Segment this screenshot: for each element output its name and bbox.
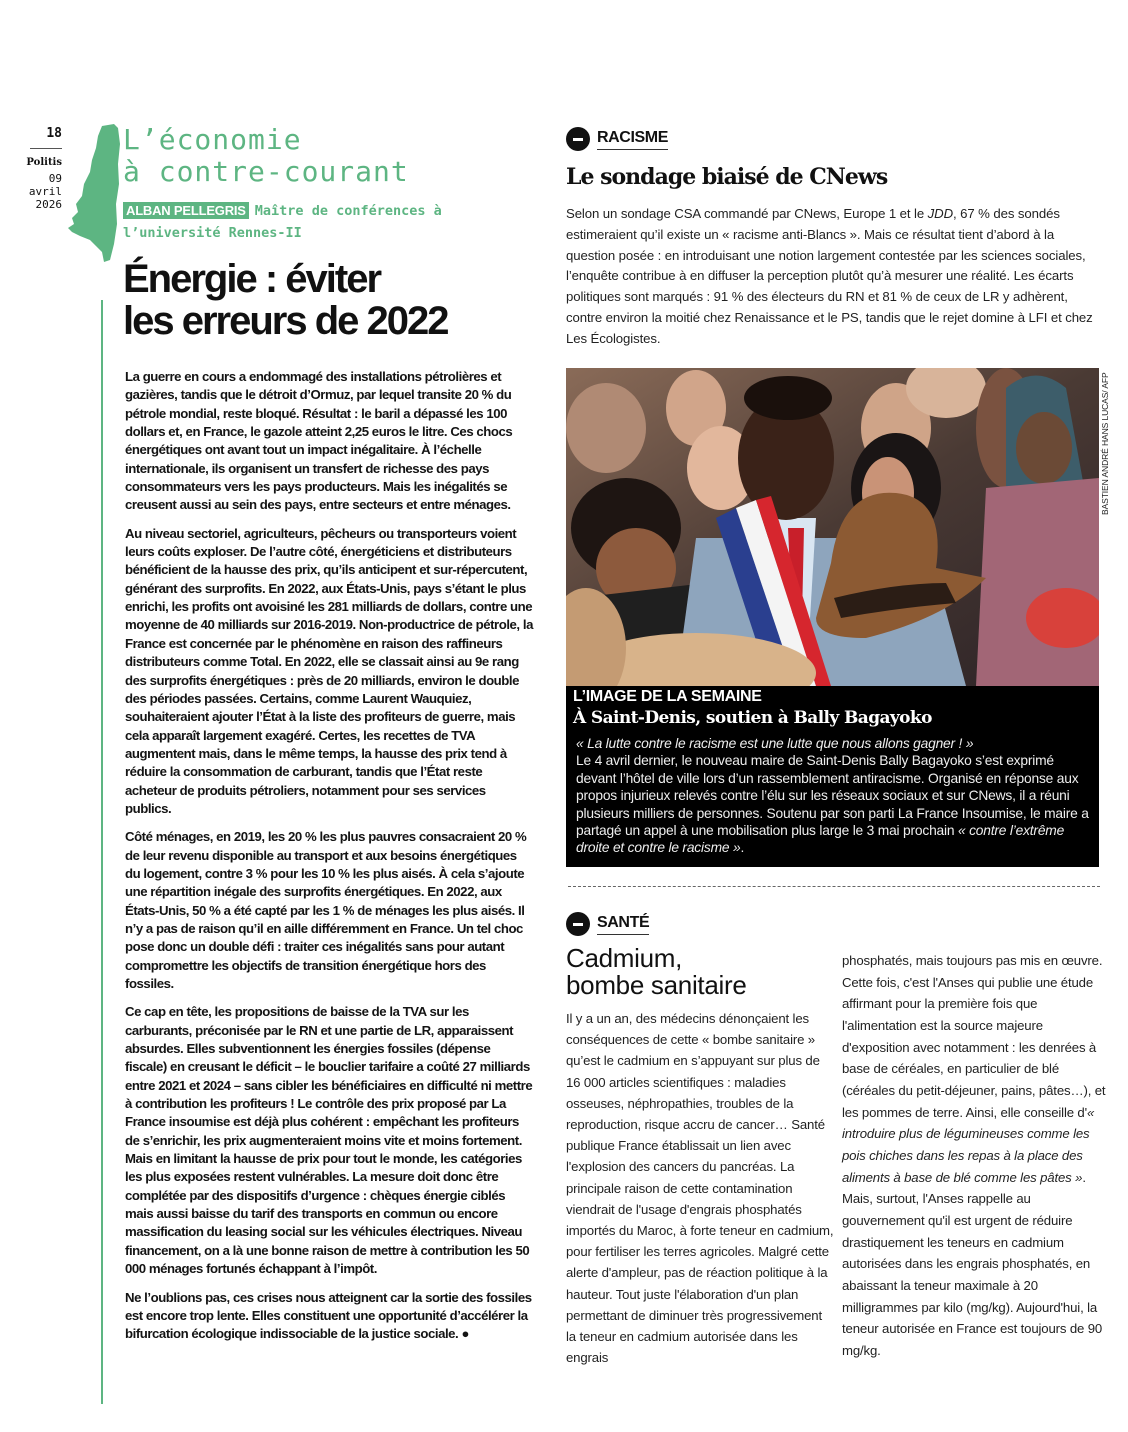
green-brush-decoration <box>66 124 122 262</box>
main-article-body <box>125 368 535 1354</box>
author-role: Maître de conférences à l’université Rennes-II <box>123 203 442 241</box>
kicker-label: RACISME <box>597 129 668 150</box>
sante-body-column-1: Il y a un an, des médecins dénonçaient les conséquences de cette « bombe sanitaire » qu’est le cadmium en s’appuyant sur plus de 16 000 articles scientifiques : maladies osseuses, néphropathies, troubles de la reproduction, risque accru de cancer… Santé publique France établissait un lien avec l'explosion des cancers du pancréas. La principale raison de cette contamination viendrait de l'usage d'engrais phosphatés importés du Maroc, à forte teneur en cadmium, pour fertiliser les terres agricoles. Malgré cette alerte d'ampleur, pas de réaction politique à la hauteur. Tout juste l'élaboration d'un plan permettant de diminuer très progressivement la teneur en cadmium autorisée dans les engrais <box>566 1011 834 1366</box>
main-paragraph: Au niveau sectoriel, agriculteurs, pêcheurs ou transporteurs voient leurs coûts exploser. De l’autre côté, énergéticiens et distributeurs bénéficient de la hausse des prix, qu’ils anticipent et sur-répercutent, générant des surprofits. En 2022, aux États-Unis, pays s’étant le plus enrichi, les profits ont avoisiné les 281 milliards de dollars, contre une moyenne de 40 milliards sur 2016-2019. Non-productrice de pétrole, la France est concernée par le phénomène en raison des raffineurs distributeurs comme Total. En 2022, elle se classait ainsi au 9e rang des surprofits énergétiques : près de 20 milliards, environ le double des périodes passées. Certains, comme Laurent Wauquiez, souhaiteraient ajouter l’État à la liste des profiteurs de guerre, mais cela apparaît largement exagéré. Certes, les recettes de TVA augmentent mais, dans le même temps, la hausse des prix tend à réduire la consommation de carburant, tandis que l’État reste acheteur de produits pétroliers, notamment pour ses services publics. <box>125 525 533 816</box>
racisme-title: Le sondage biaisé de CNews <box>566 164 888 190</box>
date-year: 2026 <box>35 198 62 211</box>
photo-illustration <box>566 368 1099 686</box>
date-day: 09 <box>48 172 62 185</box>
kicker-label: SANTÉ <box>597 914 649 935</box>
meta-divider <box>30 148 62 149</box>
sante-text: . Mais, surtout, l'Anses rappelle au gouvernement qu'il est urgent de réduire drastiquement les teneurs en cadmium autorisées dans les engrais phosphatés, en abaissant la teneur maximale à 20 milligrammes par kilo (mg/kg). Aujourd'hui, la teneur autorisée en France est toujours de 90 mg/kg. <box>842 1169 1103 1358</box>
minus-circle-icon <box>566 912 590 936</box>
kicker-racisme <box>566 127 668 151</box>
caption-quote: « La lutte contre le racisme est une lutte que nous allons gagner ! » <box>576 736 974 751</box>
racisme-text-italic: JDD <box>927 206 954 221</box>
main-paragraph: Côté ménages, en 2019, les 20 % les plus pauvres consacraient 20 % de leur revenu disponible au transport et aux besoins énergétiques du logement, contre 3 % pour les 10 % les plus aisés. À cela s’ajoute une répartition inégale des surprofits énergétiques. En 2022, aux États-Unis, 50 % a été capté par les 1 % de ménages les plus aisés. Il n’y a pas de raison qu’il en aille différemment en France. Un tel choc pose donc un double défi : traiter ces inégalités sans pour autant compromettre les objectifs de transition énergétique hors des fossiles. <box>125 829 527 991</box>
minus-circle-icon <box>566 127 590 151</box>
photo-credit <box>1098 369 1112 515</box>
date-month: avril <box>28 185 62 198</box>
caption-body: Le 4 avril dernier, le nouveau maire de Saint-Denis Bally Bagayoko s’est exprimé devant l’hôtel de ville lors d’un rassemblement antiracisme. Organisé en réponse aux propos injurieux relevés contre l’élu sur les réseaux sociaux et sur CNews, il a réuni plusieurs milliers de personnes. Soutenu par son parti La France Insoumise, le maire a partagé un appel à une mobilisation plus large le 3 mai prochain <box>576 753 1089 839</box>
author-line <box>123 200 443 244</box>
photo-caption-text <box>576 735 1096 857</box>
column-title: L’économie à contre-courant <box>123 123 409 188</box>
racisme-body <box>566 204 1106 350</box>
caption-body-italic: « contre l’extrême droite et contre le racisme » <box>576 823 1065 856</box>
caption-body-end: . <box>740 840 745 856</box>
main-paragraph: Ne l’oublions pas, ces crises nous atteignent car la sortie des fossiles est encore trop lente. Elles constituent une opportunité d’accélérer la bifurcation écologique indissociable de la justice sociale. ● <box>125 1289 532 1342</box>
photo-credit-text: BASTIEN ANDRÉ HANS LUCAS/ AFP <box>1100 372 1110 515</box>
green-vertical-rule <box>101 300 103 1404</box>
photo-caption-title: À Saint-Denis, soutien à Bally Bagayoko <box>573 708 932 728</box>
main-article-title: Énergie : éviter les erreurs de 2022 <box>123 257 448 343</box>
sante-text-italic: « introduire plus de légumineuses comme les pois chiches dans les repas à la place des aliments à base de blé comme les pâtes » <box>842 1104 1095 1185</box>
publication-name: Politis <box>26 157 62 168</box>
sante-text: phosphatés, mais toujours pas mis en œuvre. Cette fois, c'est l'Anses qui publie une étude affirmant pour la première fois que l'alimentation est la source majeure d'exposition avec notamment : les denrées à base de céréales, en particulier de blé (céréales du petit-déjeuner, pains, pâtes…), et les pommes de terre. Ainsi, elle conseille d' <box>842 953 1106 1120</box>
kicker-sante <box>566 912 649 936</box>
page-number: 18 <box>46 126 62 141</box>
photo-saint-denis-rally <box>566 368 1099 686</box>
author-name: ALBAN PELLEGRIS <box>123 202 249 219</box>
image-of-the-week-tag: L’IMAGE DE LA SEMAINE <box>566 686 769 708</box>
sante-body-column-2 <box>842 950 1112 1361</box>
sante-title: Cadmium, bombe sanitaire <box>566 943 747 1000</box>
publication-date <box>14 172 62 211</box>
dashed-divider <box>568 886 1100 887</box>
racisme-text: , 67 % des sondés estimeraient qu’il existe un « racisme anti-Blancs ». Mais ce résultat tient d’abord à la question posée : en introduisant une notion largement contestée par les sciences sociales, l’enquête contribue à en diffuser la perception plutôt qu’à mesurer une réalité. Les écarts politiques sont marqués : 91 % des électeurs du RN et 81 % de ceux de LR y adhèrent, contre environ la moitié chez Renaissance et le PS, tandis que le rejet domine à LFI et chez Les Écologistes. <box>566 206 1093 346</box>
racisme-text: Selon un sondage CSA commandé par CNews, Europe 1 et le <box>566 206 928 221</box>
main-paragraph: Ce cap en tête, les propositions de baisse de la TVA sur les carburants, préconisée par le RN et une partie de LR, apparaissent absurdes. Elles subventionnent les énergies fossiles (dépense fiscale) en creusant le déficit – le bouclier tarifaire a coûté 27 milliards entre 2021 et 2024 – sans cibler les bénéficiaires en difficulté ni mettre à contribution les profiteurs ! Le contrôle des prix proposé par La France insoumise est déjà plus cohérent : empêchant les profiteurs de s’enrichir, les prix augmenteraient moins vite et moins fortement. Mais en limitant la hausse de prix pour tout le monde, les catégories les plus exposées restent vulnérables. La mesure doit donc être complétée par des dispositifs d’urgence : chèques énergie ciblés mais aussi baisse du tarif des transports en commun ou encore massification du leasing social sur les véhicules électriques. Niveau financement, on a là une bonne raison de mettre à contribution les 50 000 ménages fortunés échappant à l’impôt. <box>125 1004 533 1277</box>
main-paragraph: La guerre en cours a endommagé des installations pétrolières et gazières, tandis que le détroit d’Ormuz, par lequel transite 20 % du pétrole mondial, reste bloqué. Résultat : le baril a dépassé les 100 dollars et, en France, le gazole atteint 2,25 euros le litre. Ces chocs énergétiques ont avant tout un impact inégalitaire. À l’échelle internationale, ils organisent un transfert de richesse des pays consommateurs vers les pays producteurs. Mais les inégalités se creusent aussi au sein des pays, entre secteurs et entre ménages. <box>125 369 513 513</box>
